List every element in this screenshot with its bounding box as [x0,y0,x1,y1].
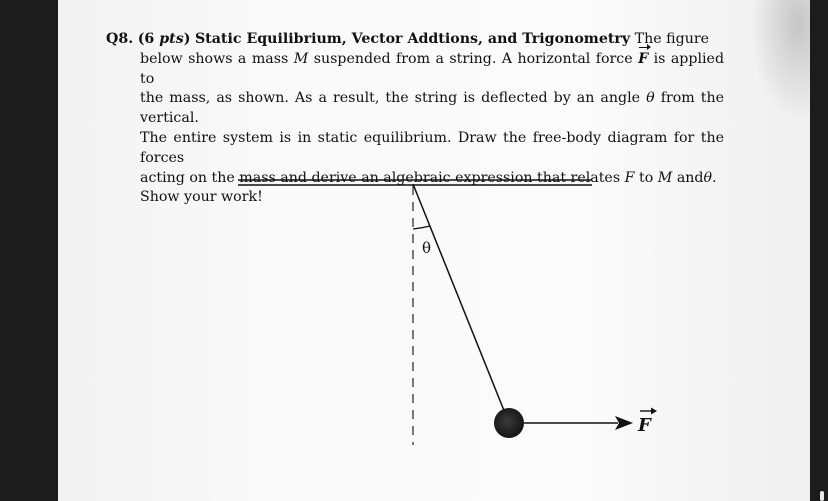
force-label-vector-head [651,408,657,415]
question-line-1-rest: The figure [634,31,710,47]
question-line-6: Show your work! [140,189,263,206]
question-number: Q8. [106,31,134,47]
string-line [413,184,509,423]
force-label: F [638,415,651,436]
question-line-5: acting on the mass and derive an algebraic expression that relates F to M andθ. [140,169,717,186]
question-line-4: The entire system is in static equilibrium. Draw the free-body diagram for the forces [140,129,724,166]
mass-ball [494,408,524,438]
angle-label: θ [422,239,432,257]
force-vector-symbol: F [638,50,648,70]
question-line-3: the mass, as shown. As a result, the string is deflected by an angle θ from the vertical. [140,90,724,127]
scroll-edge-mark [820,491,824,501]
question-line-2: below shows a mass M suspended from a string. A horizontal force F is applied to [140,50,725,87]
question-title: Static Equilibrium, Vector Addtions, and Trigonometry [194,31,631,47]
question-points: (6 pts) [137,31,191,47]
angle-arc [413,226,430,229]
mass-symbol: M [293,50,309,67]
theta-symbol: θ [646,90,655,107]
